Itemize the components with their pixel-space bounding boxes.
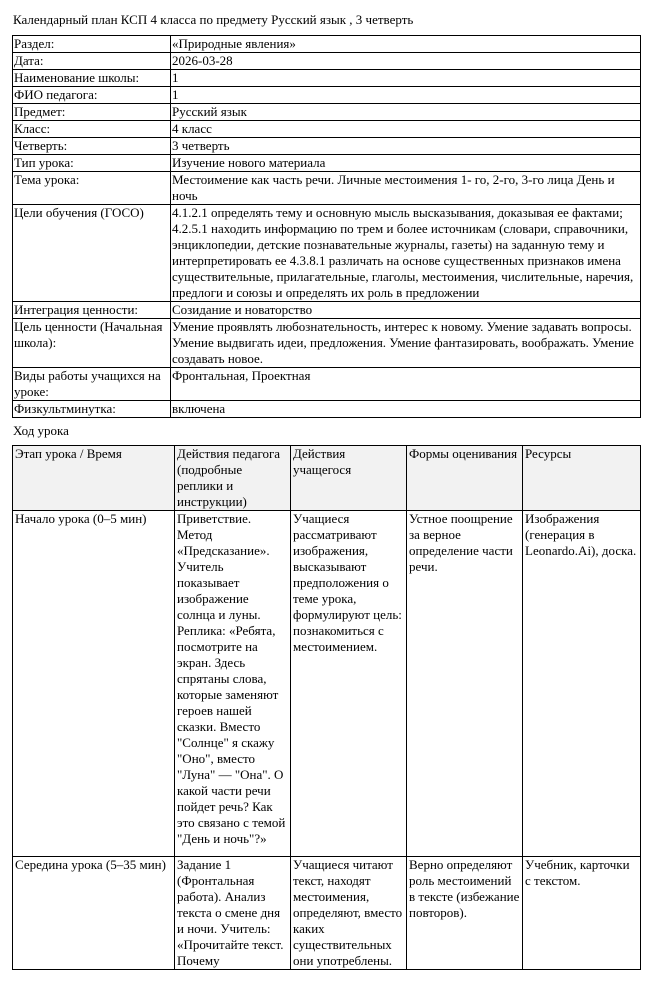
meta-value: Изучение нового материала xyxy=(171,155,641,172)
meta-row-goals xyxy=(13,205,641,302)
meta-row-value-integration xyxy=(13,302,641,319)
meta-label: Интеграция ценности: xyxy=(13,302,171,319)
meta-row-quarter xyxy=(13,138,641,155)
cell-resources: Учебник, карточки с текстом. xyxy=(523,857,641,970)
meta-row-teacher xyxy=(13,87,641,104)
meta-row-date xyxy=(13,53,641,70)
meta-value: Местоимение как часть речи. Личные местоимения 1- го, 2-го, 3-го лица День и ночь xyxy=(171,172,641,205)
meta-label: Виды работы учащихся на уроке: xyxy=(13,368,171,401)
meta-value: Фронтальная, Проектная xyxy=(171,368,641,401)
lesson-meta-table xyxy=(12,35,641,418)
meta-label: Физкультминутка: xyxy=(13,401,171,418)
meta-label: Цель ценности (Начальная школа): xyxy=(13,319,171,368)
meta-value: 1 xyxy=(171,87,641,104)
cell-stage: Середина урока (5–35 мин) xyxy=(13,857,175,970)
meta-label: Дата: xyxy=(13,53,171,70)
meta-label: Цели обучения (ГОСО) xyxy=(13,205,171,302)
meta-value: 3 четверть xyxy=(171,138,641,155)
cell-teacher-actions: Задание 1 (Фронтальная работа). Анализ текста о смене дня и ночи. Учитель: «Прочитайте текст. Почему xyxy=(175,857,291,970)
meta-row-lesson-type xyxy=(13,155,641,172)
meta-value: Русский язык xyxy=(171,104,641,121)
meta-label: Раздел: xyxy=(13,36,171,53)
meta-value: «Природные явления» xyxy=(171,36,641,53)
meta-label: Тема урока: xyxy=(13,172,171,205)
meta-value: включена xyxy=(171,401,641,418)
cell-resources: Изображения (генерация в Leonardo.Ai), доска. xyxy=(523,511,641,857)
lesson-progress-table xyxy=(12,445,641,970)
cell-assessment: Верно определяют роль местоимений в тексте (избежание повторов). xyxy=(407,857,523,970)
cell-assessment: Устное поощрение за верное определение части речи. xyxy=(407,511,523,857)
meta-value: Умение проявлять любознательность, интерес к новому. Умение задавать вопросы. Умение выдвигать идеи, предложения. Умение фантазировать, воображать. Умение создавать новое. xyxy=(171,319,641,368)
header-stage: Этап урока / Время xyxy=(13,446,175,511)
meta-label: Четверть: xyxy=(13,138,171,155)
document-title: Календарный план КСП 4 класса по предмету Русский язык , 3 четверть xyxy=(13,12,414,27)
lesson-row-start xyxy=(13,511,641,857)
cell-teacher-actions: Приветствие. Метод «Предсказание». Учитель показывает изображение солнца и луны. Реплика: «Ребята, посмотрите на экран. Здесь спрятаны слова, которые заменяют героев нашей сказки. Вместо "Солнце" я скажу "Оно", вместо "Луна" — "Она". О какой части речи пойдет речь? Как это связано с темой "День и ночь"?» xyxy=(175,511,291,857)
meta-row-value-goal xyxy=(13,319,641,368)
cell-student-actions: Учащиеся читают текст, находят местоимения, определяют, вместо каких существительных они употреблены. xyxy=(291,857,407,970)
meta-label: Тип урока: xyxy=(13,155,171,172)
meta-row-subject xyxy=(13,104,641,121)
lesson-row-middle xyxy=(13,857,641,970)
cell-student-actions: Учащиеся рассматривают изображения, высказывают предположения о теме урока, формулируют цель: познакомиться с местоимением. xyxy=(291,511,407,857)
meta-label: ФИО педагога: xyxy=(13,87,171,104)
header-teacher-actions: Действия педагога (подробные реплики и инструкции) xyxy=(175,446,291,511)
header-student-actions: Действия учащегося xyxy=(291,446,407,511)
meta-value: 4.1.2.1 определять тему и основную мысль высказывания, доказывая ее фактами; 4.2.5.1 находить информацию по трем и более источникам (словари, справочники, энциклопедии, детские познавательные журналы, газеты) на заданную тему и интерпретировать ее 4.3.8.1 различать на основе существенных признаков имена существительные, прилагательные, глаголы, местоимения, числительные, наречия, предлоги и союзы и определять их роль в предложении xyxy=(171,205,641,302)
meta-row-section xyxy=(13,36,641,53)
meta-value: 1 xyxy=(171,70,641,87)
header-assessment: Формы оценивания xyxy=(407,446,523,511)
lesson-section-heading: Ход урока xyxy=(13,423,69,438)
lesson-header-row xyxy=(13,446,641,511)
meta-row-class xyxy=(13,121,641,138)
meta-value: 2026-03-28 xyxy=(171,53,641,70)
meta-row-exercise xyxy=(13,401,641,418)
meta-row-school xyxy=(13,70,641,87)
meta-value: Созидание и новаторство xyxy=(171,302,641,319)
meta-value: 4 класс xyxy=(171,121,641,138)
header-resources: Ресурсы xyxy=(523,446,641,511)
meta-row-work-types xyxy=(13,368,641,401)
meta-label: Предмет: xyxy=(13,104,171,121)
meta-label: Наименование школы: xyxy=(13,70,171,87)
meta-label: Класс: xyxy=(13,121,171,138)
meta-row-topic xyxy=(13,172,641,205)
cell-stage: Начало урока (0–5 мин) xyxy=(13,511,175,857)
